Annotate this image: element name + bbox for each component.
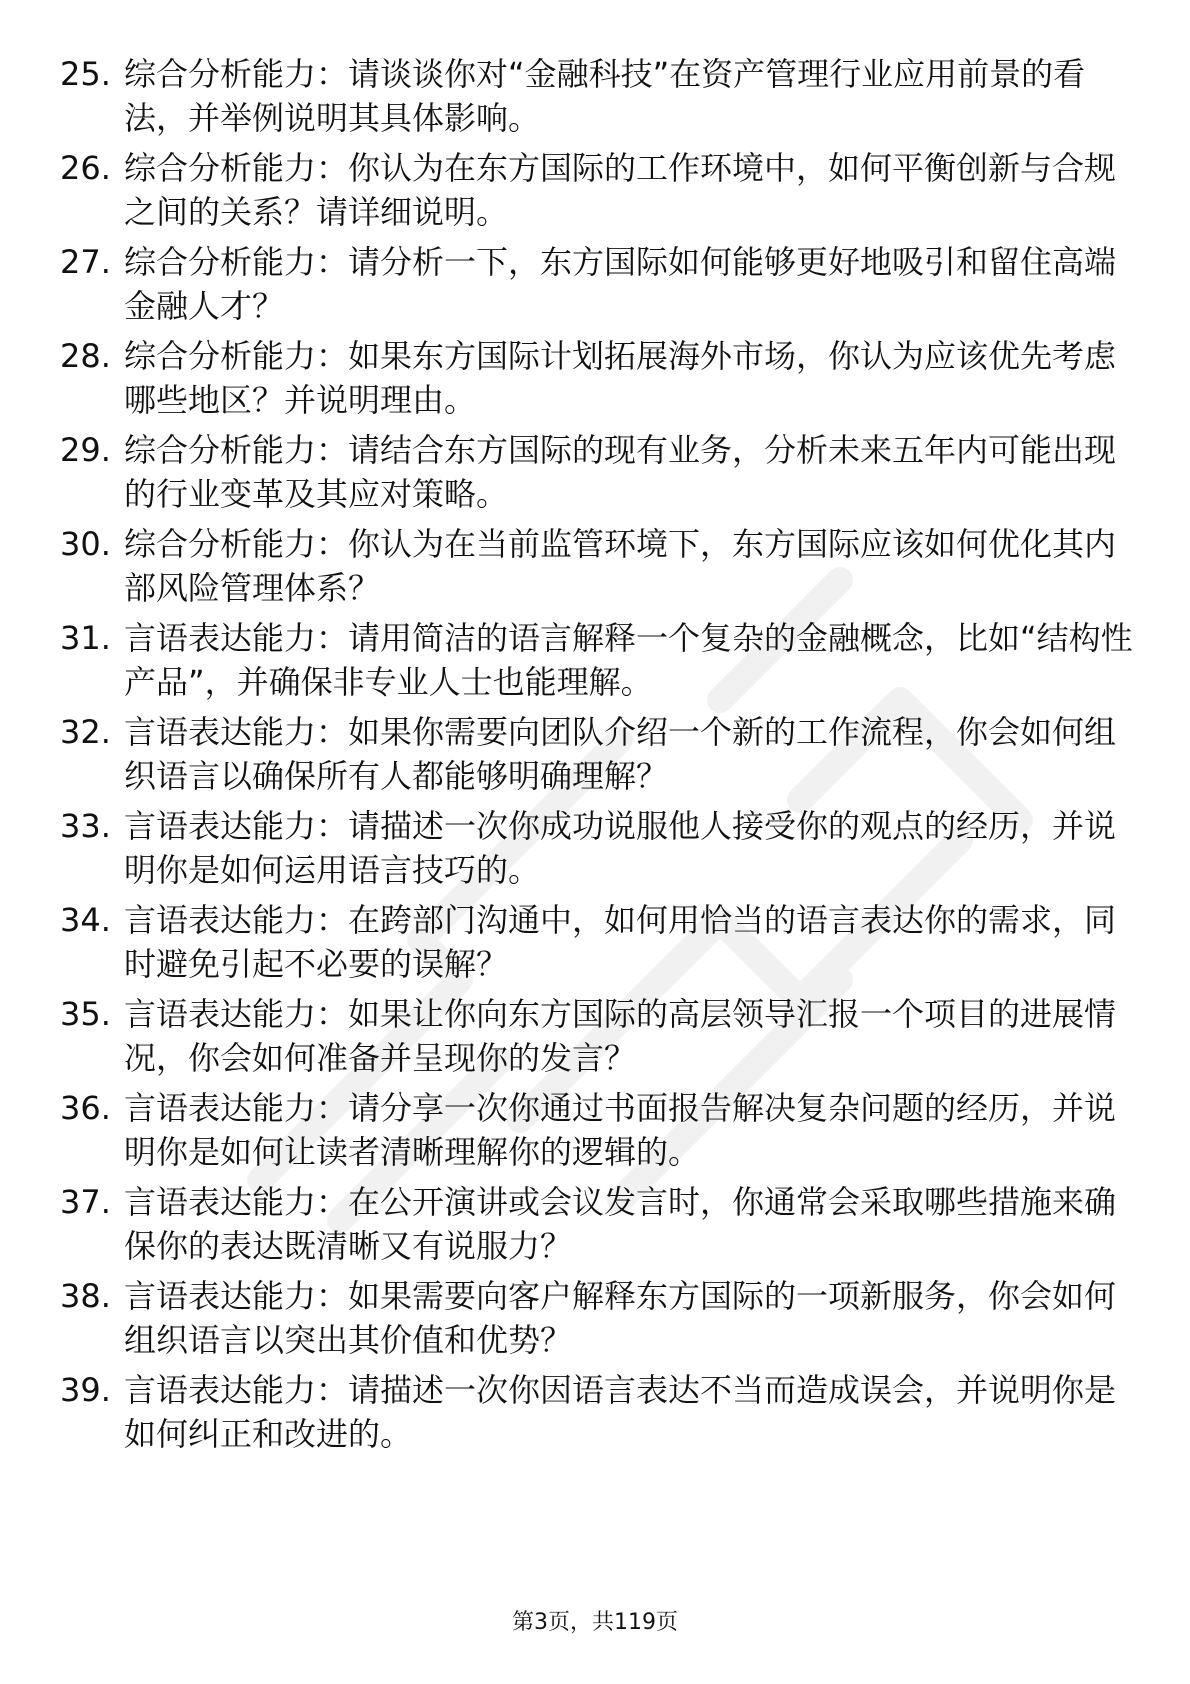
question-number: 29. <box>60 431 111 469</box>
question-number: 38. <box>60 1277 111 1315</box>
question-text: 综合分析能力：你认为在东方国际的工作环境中，如何平衡创新与合规之间的关系？请详细说明。 <box>124 149 1117 231</box>
question-item <box>60 522 1140 616</box>
question-item <box>60 146 1140 240</box>
question-number: 25. <box>60 55 111 93</box>
question-number: 37. <box>60 1183 111 1221</box>
question-number: 36. <box>60 1089 111 1127</box>
question-text: 综合分析能力：请结合东方国际的现有业务，分析未来五年内可能出现的行业变革及其应对策略。 <box>124 431 1117 513</box>
question-number: 26. <box>60 149 111 187</box>
question-number: 30. <box>60 525 111 563</box>
question-text: 言语表达能力：请描述一次你因语言表达不当而造成误会，并说明你是如何纠正和改进的。 <box>124 1371 1117 1453</box>
page-footer: 第3页，共119页 <box>512 1610 678 1635</box>
question-item <box>60 804 1140 898</box>
question-item <box>60 898 1140 992</box>
question-item <box>60 710 1140 804</box>
question-text: 言语表达能力：如果需要向客户解释东方国际的一项新服务，你会如何组织语言以突出其价值和优势？ <box>124 1277 1117 1359</box>
question-item <box>60 1180 1140 1274</box>
question-item <box>60 428 1140 522</box>
question-number: 31. <box>60 619 111 657</box>
question-item <box>60 992 1140 1086</box>
question-item <box>60 240 1140 334</box>
question-item <box>60 1086 1140 1180</box>
question-number: 28. <box>60 337 111 375</box>
question-text: 综合分析能力：请分析一下，东方国际如何能够更好地吸引和留住高端金融人才？ <box>124 243 1117 325</box>
question-text: 综合分析能力：请谈谈你对“金融科技”在资产管理行业应用前景的看法，并举例说明其具体影响。 <box>124 55 1086 137</box>
question-text: 言语表达能力：在跨部门沟通中，如何用恰当的语言表达你的需求，同时避免引起不必要的误解？ <box>124 901 1117 983</box>
question-number: 33. <box>60 807 111 845</box>
question-text: 言语表达能力：请分享一次你通过书面报告解决复杂问题的经历，并说明你是如何让读者清晰理解你的逻辑的。 <box>124 1089 1117 1171</box>
question-text: 综合分析能力：你认为在当前监管环境下，东方国际应该如何优化其内部风险管理体系？ <box>124 525 1117 607</box>
question-number: 32. <box>60 713 111 751</box>
question-number: 27. <box>60 243 111 281</box>
question-text: 言语表达能力：请用简洁的语言解释一个复杂的金融概念，比如“结构性产品”，并确保非专业人士也能理解。 <box>124 619 1133 701</box>
question-number: 35. <box>60 995 111 1033</box>
question-item <box>60 52 1140 146</box>
question-text: 言语表达能力：请描述一次你成功说服他人接受你的观点的经历，并说明你是如何运用语言技巧的。 <box>124 807 1117 889</box>
question-list <box>60 52 1140 1462</box>
question-item <box>60 1274 1140 1368</box>
question-text: 言语表达能力：如果让你向东方国际的高层领导汇报一个项目的进展情况，你会如何准备并呈现你的发言？ <box>124 995 1117 1077</box>
question-item <box>60 1368 1140 1462</box>
question-text: 言语表达能力：如果你需要向团队介绍一个新的工作流程，你会如何组织语言以确保所有人都能够明确理解？ <box>124 713 1117 795</box>
question-number: 34. <box>60 901 111 939</box>
question-item <box>60 334 1140 428</box>
question-number: 39. <box>60 1371 111 1409</box>
question-text: 综合分析能力：如果东方国际计划拓展海外市场，你认为应该优先考虑哪些地区？并说明理由。 <box>124 337 1117 419</box>
question-item <box>60 616 1140 710</box>
question-text: 言语表达能力：在公开演讲或会议发言时，你通常会采取哪些措施来确保你的表达既清晰又有说服力？ <box>124 1183 1117 1265</box>
